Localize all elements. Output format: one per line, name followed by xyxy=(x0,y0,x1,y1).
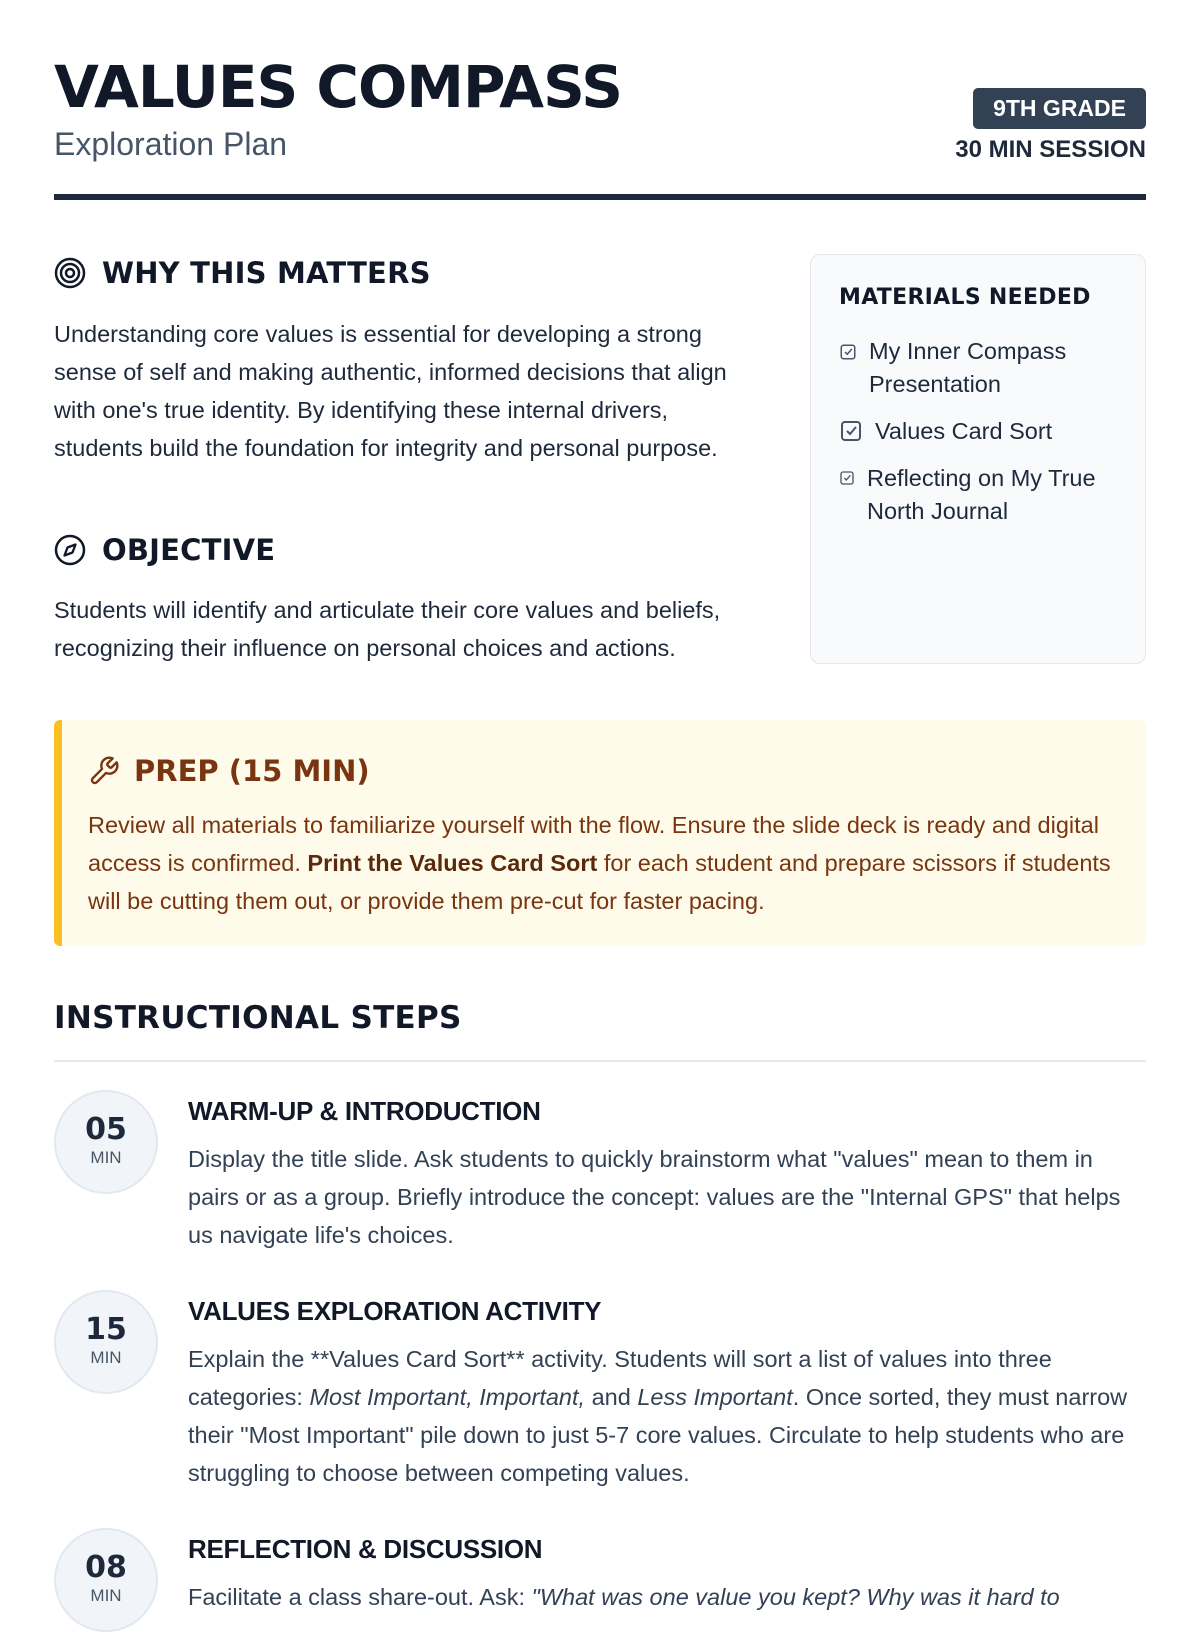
objective-body: Students will identify and articulate their core values and beliefs, recognizing their influence on personal choices and actions. xyxy=(54,597,721,661)
prep-heading: PREP (15 MIN) xyxy=(134,754,370,788)
material-item xyxy=(839,335,1129,401)
step-body-part: . Once sorted, they must narrow their "Most Important" pile down to just 5-7 core values. Circulate to help students who are struggling to choose between competing values. xyxy=(188,1384,1128,1486)
materials-heading: MATERIALS NEEDED xyxy=(839,285,1091,310)
material-item xyxy=(839,462,1129,528)
step-minutes: 05 xyxy=(85,1112,127,1147)
step-body-italic: Less Important xyxy=(637,1384,793,1410)
steps-divider xyxy=(54,1060,1146,1062)
step-body: Display the title slide. Ask students to quickly brainstorm what "values" mean to them in pairs or as a group. Briefly introduce the concept: values are the "Internal GPS" that helps us navigate life's choices. xyxy=(188,1146,1121,1248)
step-duration-badge xyxy=(54,1528,158,1632)
checkbox-icon xyxy=(839,343,857,361)
step-title: VALUES EXPLORATION ACTIVITY xyxy=(188,1296,602,1326)
compass-icon xyxy=(54,534,86,566)
header-divider xyxy=(54,194,1146,200)
checkbox-icon xyxy=(839,419,863,443)
materials-card xyxy=(810,254,1146,664)
step-body xyxy=(188,1578,1138,1616)
why-heading: WHY THIS MATTERS xyxy=(102,256,431,290)
prep-callout xyxy=(54,720,1146,946)
step-body-part: Explain the **Values Card Sort** activity. Students will sort a list of values into three categories: xyxy=(188,1346,1052,1410)
step-minutes: 08 xyxy=(85,1550,127,1585)
materials-list xyxy=(839,335,1129,542)
material-label: My Inner Compass Presentation xyxy=(869,338,1067,397)
step-minutes: 15 xyxy=(85,1312,127,1347)
checkbox-icon xyxy=(839,470,855,486)
step-body-italic: Most Important, Important, xyxy=(309,1384,586,1410)
material-item xyxy=(839,415,1129,448)
prep-body xyxy=(88,806,1128,920)
prep-text-1: Review all materials to familiarize yourself with the flow. Ensure the slide deck is ready and digital access is confirmed. xyxy=(88,812,1099,876)
step-title: WARM-UP & INTRODUCTION xyxy=(188,1096,541,1126)
page-subtitle: Exploration Plan xyxy=(54,126,288,162)
step-body-part: Facilitate a class share-out. Ask: xyxy=(188,1584,532,1610)
step-body-part: and xyxy=(585,1384,638,1410)
why-body: Understanding core values is essential for developing a strong sense of self and making authentic, informed decisions that align with one's true identity. By identifying these internal drivers, students build the foundation for integrity and personal purpose. xyxy=(54,321,727,461)
step-body-italic: "What was one value you kept? Why was it hard to xyxy=(531,1584,1060,1610)
material-label: Reflecting on My True North Journal xyxy=(867,465,1096,524)
steps-heading: INSTRUCTIONAL STEPS xyxy=(54,1000,462,1036)
session-length: 30 MIN SESSION xyxy=(955,136,1146,163)
target-icon xyxy=(54,257,86,289)
step-title: REFLECTION & DISCUSSION xyxy=(188,1534,543,1564)
step-minutes-unit: MIN xyxy=(90,1586,122,1605)
step-duration-badge xyxy=(54,1090,158,1194)
objective-section-header xyxy=(54,533,275,567)
prep-text-2: for each student and prepare scissors if students will be cutting them out, or provide them pre-cut for faster pacing. xyxy=(88,850,1111,914)
grade-badge: 9TH GRADE xyxy=(973,88,1146,129)
why-section-header xyxy=(54,256,431,290)
wrench-icon xyxy=(88,755,120,787)
page-title: VALUES COMPASS xyxy=(54,53,623,121)
step-minutes-unit: MIN xyxy=(90,1148,122,1167)
prep-header xyxy=(88,754,370,788)
step-minutes-unit: MIN xyxy=(90,1348,122,1367)
prep-text-bold: Print the Values Card Sort xyxy=(307,850,598,876)
step-body xyxy=(188,1340,1138,1492)
step-duration-badge xyxy=(54,1290,158,1394)
objective-heading: OBJECTIVE xyxy=(102,533,276,567)
material-label: Values Card Sort xyxy=(875,418,1053,444)
